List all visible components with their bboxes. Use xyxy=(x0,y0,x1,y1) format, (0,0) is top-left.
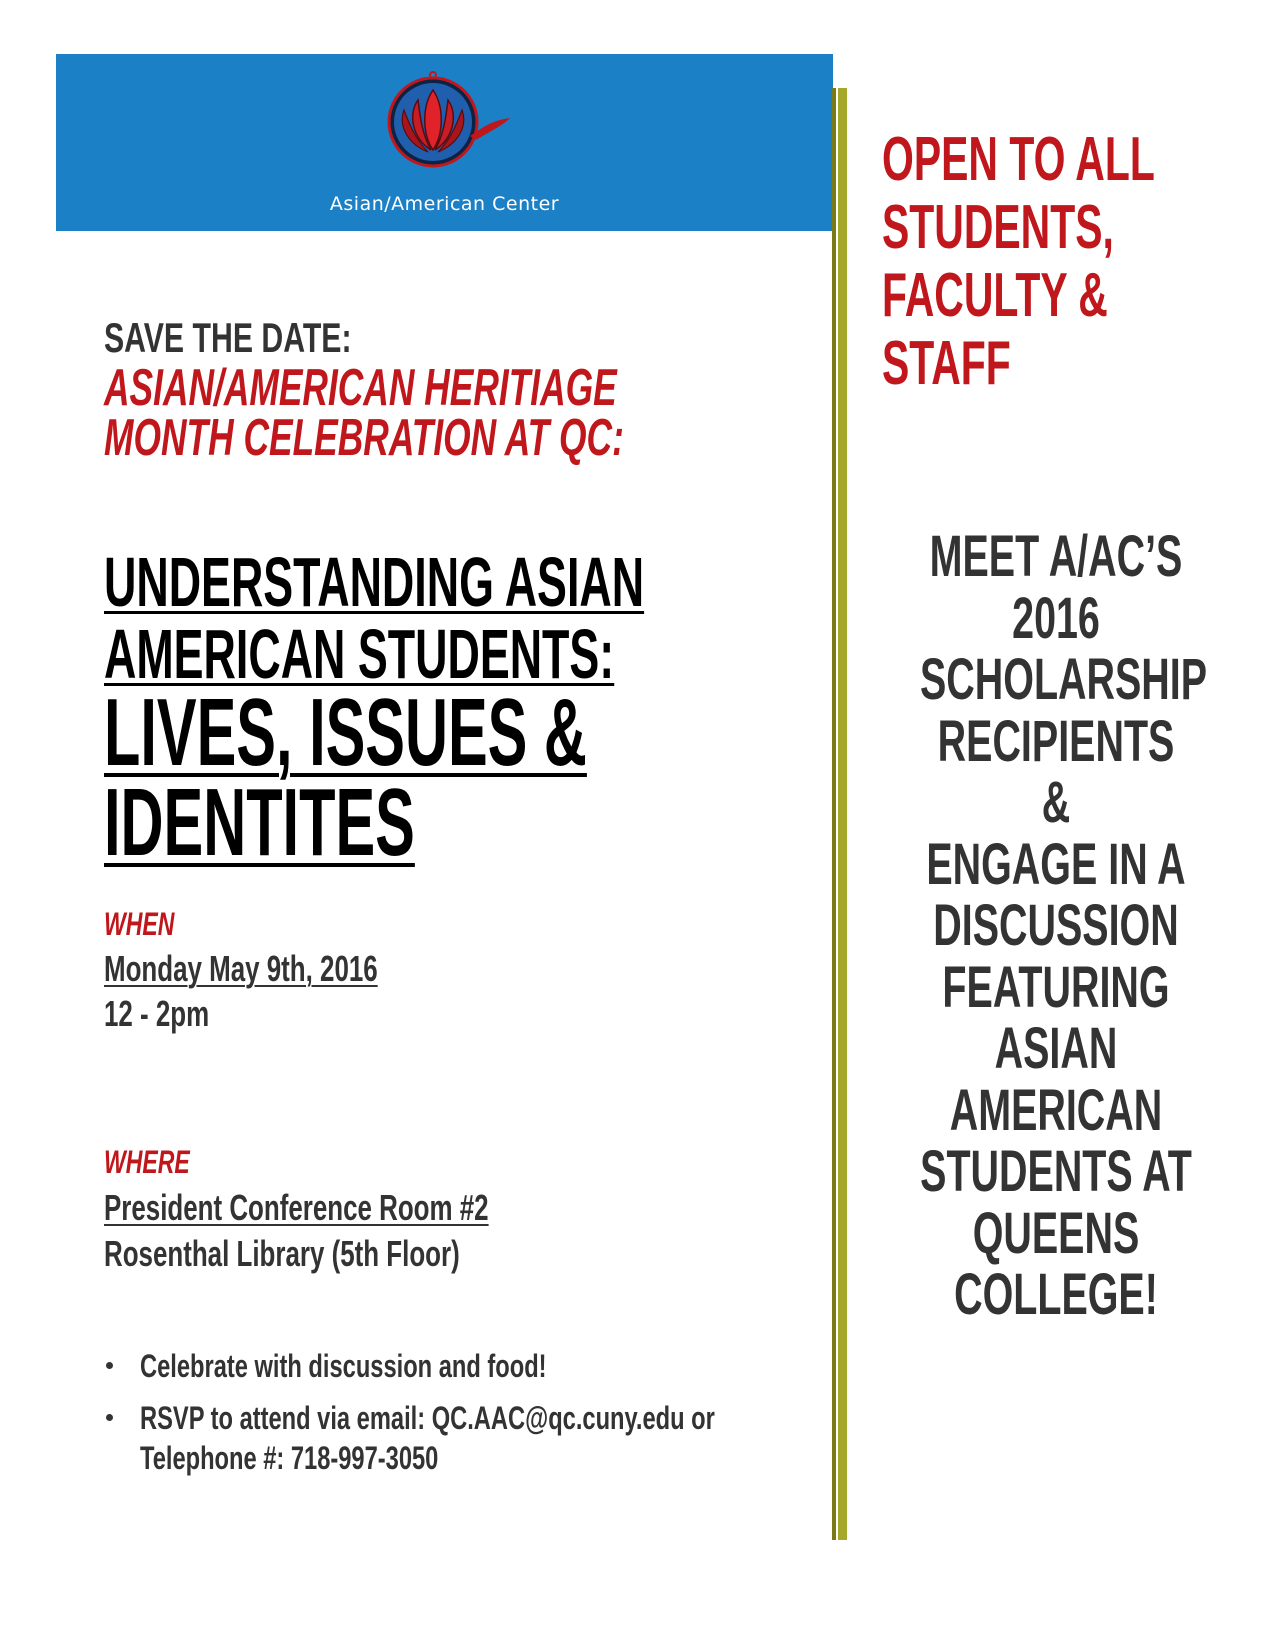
open-line-1: OPEN TO ALL xyxy=(882,125,1155,194)
meet-line: 2016 xyxy=(1012,585,1100,651)
event-title-line-1: UNDERSTANDING ASIAN xyxy=(104,543,645,621)
meet-line: AMERICAN xyxy=(949,1077,1163,1143)
event-title-lower xyxy=(104,679,587,876)
open-line-3: FACULTY & xyxy=(882,261,1108,330)
meet-line: MEET A/AC’S xyxy=(929,524,1183,589)
event-title-upper xyxy=(104,543,645,693)
save-the-date-heading: SAVE THE DATE: xyxy=(104,314,352,361)
scholarship-message xyxy=(856,526,1256,1326)
event-room: President Conference Room #2 xyxy=(104,1187,489,1228)
meet-line: STUDENTS AT xyxy=(920,1139,1192,1204)
meet-line: & xyxy=(1041,770,1071,835)
bullet-rsvp xyxy=(140,1398,715,1478)
rsvp-email-line: RSVP to attend via email: QC.AAC@qc.cuny.edu or xyxy=(140,1400,715,1436)
meet-line: FEATURING xyxy=(942,954,1170,1020)
meet-line: ENGAGE IN A xyxy=(926,831,1186,897)
meet-line: DISCUSSION xyxy=(933,893,1179,958)
bullet-icon xyxy=(106,1362,113,1369)
event-time: 12 - 2pm xyxy=(104,993,210,1034)
meet-line: SCHOLARSHIP xyxy=(920,647,1208,712)
heritage-line-1: ASIAN/AMERICAN HERITIAGE xyxy=(104,359,617,417)
rsvp-phone-line: Telephone #: 718-997-3050 xyxy=(140,1440,439,1476)
open-line-4: STAFF xyxy=(882,329,1011,398)
event-title-line-4: IDENTITES xyxy=(104,769,415,876)
open-to-all-notice xyxy=(882,126,1155,398)
event-title-line-3: LIVES, ISSUES & xyxy=(104,679,587,786)
open-line-2: STUDENTS, xyxy=(882,193,1114,262)
where-label: WHERE xyxy=(104,1144,190,1180)
when-label: WHEN xyxy=(104,906,175,942)
meet-line: ASIAN xyxy=(994,1016,1118,1081)
event-date: Monday May 9th, 2016 xyxy=(104,948,378,989)
bullet-icon xyxy=(106,1414,113,1421)
event-building: Rosenthal Library (5th Floor) xyxy=(104,1233,460,1274)
column-divider-accent xyxy=(838,88,847,1540)
heritage-line-2: MONTH CELEBRATION AT QC: xyxy=(104,409,624,467)
event-title-line-2: AMERICAN STUDENTS: xyxy=(104,615,615,693)
column-divider xyxy=(832,88,836,1540)
bullet-celebrate: Celebrate with discussion and food! xyxy=(140,1348,547,1384)
org-name: Asian/American Center xyxy=(329,193,560,215)
meet-line: QUEENS xyxy=(972,1200,1140,1266)
heritage-month-heading xyxy=(104,359,624,467)
meet-line: RECIPIENTS xyxy=(937,708,1175,774)
meet-line: COLLEGE! xyxy=(954,1262,1158,1327)
lotus-logo-icon xyxy=(386,70,526,180)
